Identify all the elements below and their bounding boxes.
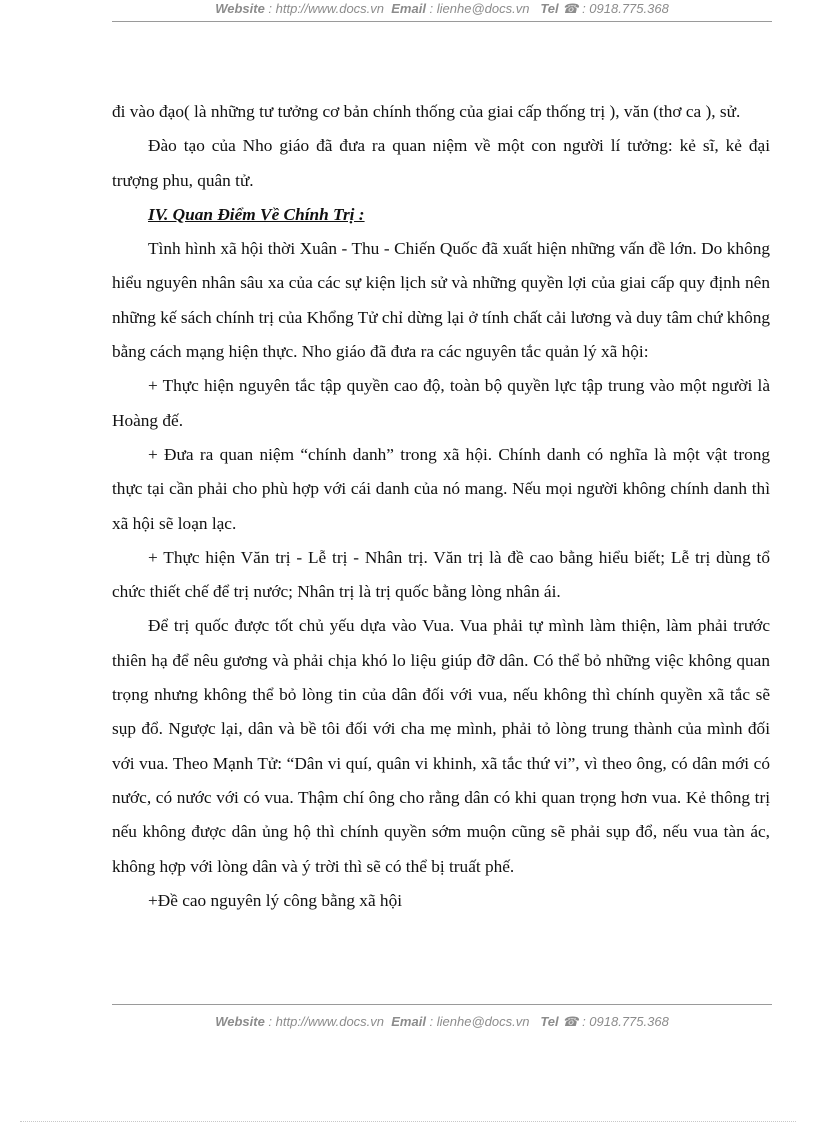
header-email-label: Email (391, 1, 426, 16)
footer-email-value: : lienhe@docs.vn (425, 1014, 530, 1029)
footer-website-label: Website (215, 1014, 265, 1029)
document-body (112, 95, 770, 918)
paragraph: + Đưa ra quan niệm “chính danh” trong xã hội. Chính danh có nghĩa là một vật trong thực tại cần phải cho phù hợp với cái danh của nó mang. Nếu mọi người không chính danh thì xã hội sẽ loạn lạc. (112, 444, 770, 533)
paragraph: Đào tạo của Nho giáo đã đưa ra quan niệm về một con người lí tưởng: kẻ sĩ, kẻ đại trượng phu, quân tử. (112, 136, 770, 190)
page-footer (112, 1014, 772, 1030)
paragraph: Để trị quốc được tốt chủ yếu dựa vào Vua. Vua phải tự mình làm thiện, làm phải trước thiên hạ để nêu gương và phải chịa khó lo liệu giúp đỡ dân. Có thể bỏ những việc không quan trọng nhưng không thể bỏ lòng tin của dân đối với vua, nếu không thì chính quyền xã tắc sẽ sụp đổ. Ngược lại, dân và bề tôi đối với cha mẹ mình, phải tỏ lòng trung thành của mình đối với vua. Theo Mạnh Tử: “Dân vi quí, quân vi khinh, xã tắc thứ vi”, vì theo ông, có dân mới có nước, có nước với có vua. Thậm chí ông cho rằng dân có khi quan trọng hơn vua. Kẻ thông trị nếu không được dân ủng hộ thì chính quyền sớm muộn cũng sẽ phải sụp đổ, nếu vua tàn ác, không hợp với lòng dân và ý trời thì sẽ có thể bị truất phế. (112, 616, 770, 876)
paragraph: Tình hình xã hội thời Xuân - Thu - Chiến Quốc đã xuất hiện những vấn đề lớn. Do không hiểu nguyên nhân sâu xa của các sự kiện lịch sử và những quyền lợi của giai cấp quy định nên những kế sách chính trị của Khổng Tử chỉ dừng lại ở tính chất cải lương và duy tâm chứ không bằng cách mạng hiện thực. Nho giáo đã đưa ra các nguyên tắc quản lý xã hội: (112, 239, 770, 362)
footer-email-label: Email (391, 1014, 426, 1029)
paragraph: + Thực hiện Văn trị - Lễ trị - Nhân trị. Văn trị là đề cao bằng hiểu biết; Lễ trị dùng tổ chức thiết chế để trị nước; Nhân trị là trị quốc bằng lòng nhân ái. (112, 547, 770, 602)
header-tel-label: Tel (540, 1, 559, 16)
footer-tel-label: Tel (540, 1014, 559, 1029)
paragraph: +Đề cao nguyên lý công bằng xã hội (148, 890, 403, 910)
header-divider (112, 21, 772, 22)
header-website-value: : http://www.docs.vn (264, 1, 385, 16)
paragraph: đi vào đạo( là những tư tưởng cơ bản chính thống của giai cấp thống trị ), văn (thơ ca ), sử. (112, 102, 741, 121)
header-website-label: Website (215, 1, 265, 16)
header-email-value: : lienhe@docs.vn (425, 1, 530, 16)
paragraph: + Thực hiện nguyên tắc tập quyền cao độ, toàn bộ quyền lực tập trung vào một người là Hoàng đế. (112, 376, 770, 430)
section-heading: IV. Quan Điểm Về Chính Trị : (148, 204, 365, 224)
footer-tel-value: : 0918.775.368 (578, 1014, 669, 1029)
page-header (112, 1, 772, 17)
page-bottom-dotted-line (20, 1121, 796, 1122)
phone-icon: ☎ (562, 1, 579, 16)
header-tel-value: : 0918.775.368 (578, 1, 669, 16)
footer-divider (112, 1004, 772, 1005)
footer-website-value: : http://www.docs.vn (264, 1014, 385, 1029)
phone-icon: ☎ (562, 1014, 579, 1029)
